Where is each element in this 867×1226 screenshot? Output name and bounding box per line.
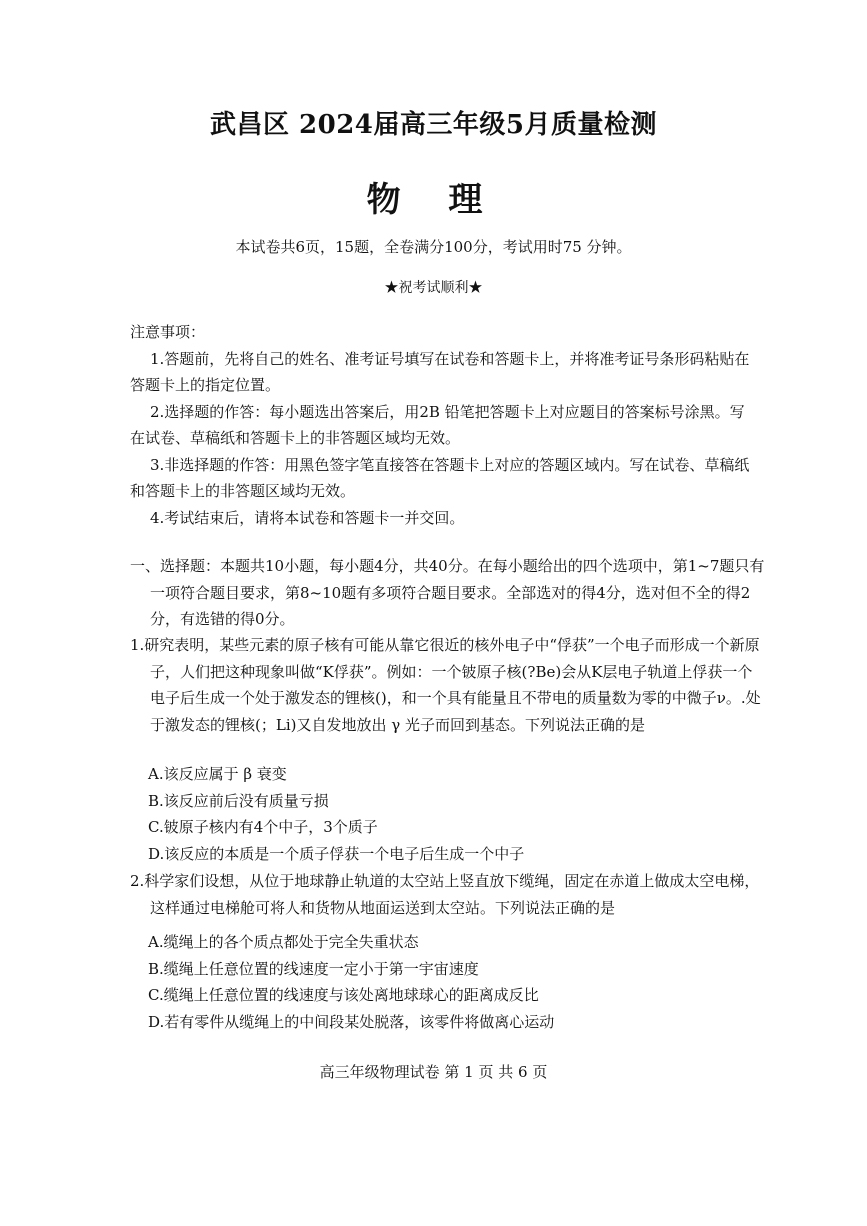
- notice-block: [130, 319, 750, 531]
- notice-item: 1.答题前，先将自己的姓名、准考证号填写在试卷和答题卡上，并将准考证号条形码粘贴在答题卡上的指定位置。: [130, 349, 750, 394]
- notice-heading: 注意事项：: [130, 323, 206, 341]
- notice-item: 4.考试结束后，请将本试卷和答题卡一并交回。: [150, 508, 465, 527]
- question-1-options: [148, 761, 748, 867]
- subject-title: 物 理: [366, 180, 501, 220]
- question-2-options: [148, 929, 748, 1035]
- notice-item: 2.选择题的作答：每小题选出答案后，用2B 铅笔把答题卡上对应题目的答案标号涂黑。写在试卷、草稿纸和答题卡上的非答题区域均无效。: [130, 402, 745, 447]
- exam-title: 武昌区 2024届高三年级5月质量检测: [209, 110, 657, 140]
- section-heading: 一、选择题：本题共10小题，每小题4分，共40分。在每小题给出的四个选项中，第1~7题只有一项符合题目要求，第8~10题有多项符合题目要求。全部选对的得4分，选对但不全的得2分，有选错的得0分。: [130, 557, 765, 628]
- notice-item: 3.非选择题的作答：用黑色签字笔直接答在答题卡上对应的答题区域内。写在试卷、草稿纸和答题卡上的非答题区域均无效。: [130, 455, 750, 500]
- question-1-stem: 1.研究表明，某些元素的原子核有可能从靠它很近的核外电子中“俘获”一个电子而形成一个新原子，人们把这种现象叫做“K俘获”。例如：一个铍原子核(?Be)会从K层电子轨道上俘获一个电子后生成一个处于激发态的锂核()，和一个具有能量且不带电的质量数为零的中微子ν。.处于激发态的锂核(；Li)又自发地放出 γ 光子而回到基态。下列说法正确的是: [130, 636, 761, 734]
- option-d: D.若有零件从缆绳上的中间段某处脱落，该零件将做离心运动: [148, 1012, 555, 1031]
- option-c: C.缆绳上任意位置的线速度与该处离地球球心的距离成反比: [148, 986, 539, 1004]
- page-footer: 高三年级物理试卷 第 1 页 共 6 页: [319, 1063, 548, 1081]
- option-b: B.该反应前后没有质量亏损: [148, 791, 329, 810]
- option-a: A.该反应属于 β 衰变: [148, 765, 287, 783]
- option-b: B.缆绳上任意位置的线速度一定小于第一宇宙速度: [148, 959, 479, 978]
- option-c: C.铍原子核内有4个中子，3个质子: [148, 818, 378, 836]
- exam-info: 本试卷共6页，15题，全卷满分100分，考试用时75 分钟。: [235, 238, 632, 256]
- option-d: D.该反应的本质是一个质子俘获一个电子后生成一个中子: [148, 844, 525, 863]
- question-2-stem: 2.科学家们设想，从位于地球静止轨道的太空站上竖直放下缆绳，固定在赤道上做成太空电梯，这样通过电梯舱可将人和货物从地面运送到太空站。下列说法正确的是: [130, 872, 760, 917]
- option-a: A.缆绳上的各个质点都处于完全失重状态: [148, 933, 419, 951]
- good-luck-line: ★祝考试顺利★: [384, 280, 483, 296]
